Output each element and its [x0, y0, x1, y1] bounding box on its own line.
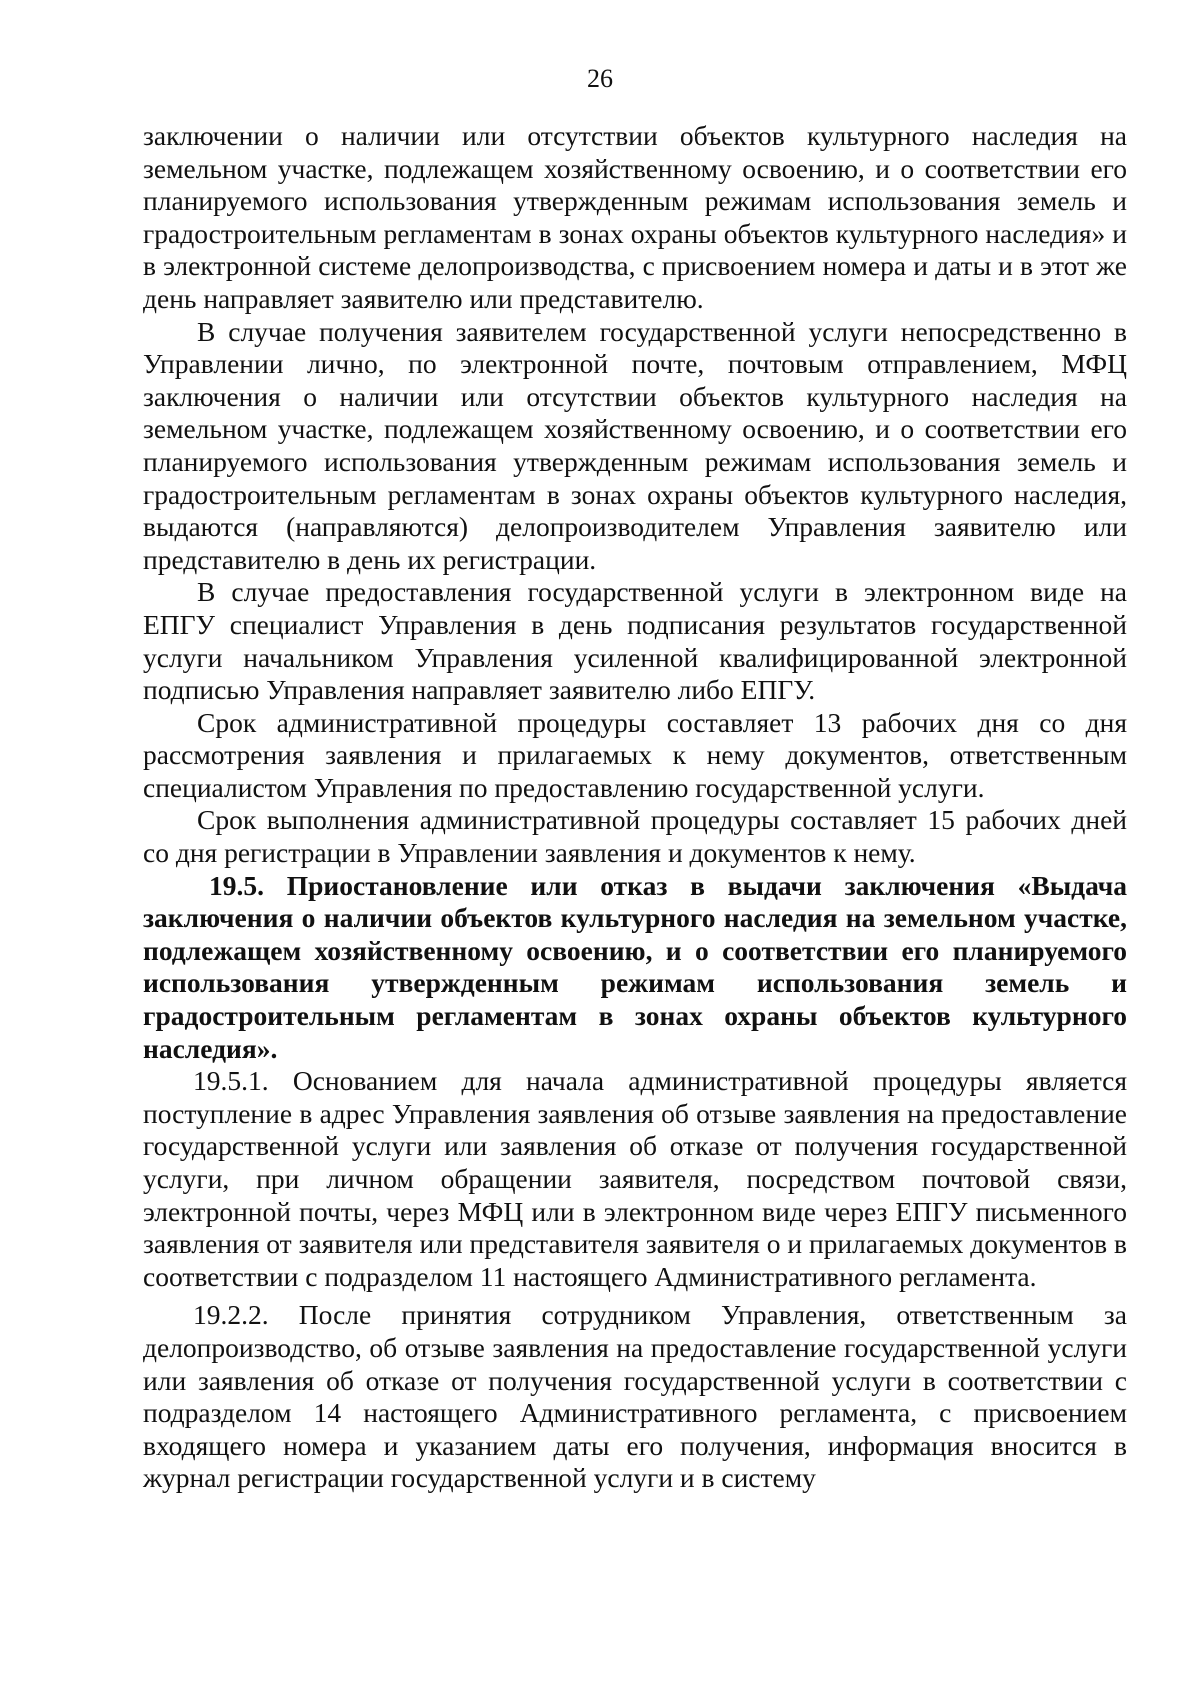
paragraph-electronic-delivery: В случае предоставления государственной услуги в электронном виде на ЕПГУ специалист Управления в день подписания результатов государственной услуги начальником Управления усиленной квалифицированной электронной подписью Управления направляет заявителю либо ЕПГУ.	[143, 576, 1127, 706]
page-number: 26	[587, 64, 613, 93]
section-heading: 19.5. Приостановление или отказ в выдачи заключения «Выдача заключения о наличии объектов культурного наследия на земельном участке, подлежащем хозяйственному освоению, и о соответствии его планируемого использования утвержденным режимам использования земель и градостроительным регламентам в зонах охраны объектов культурного наследия».	[143, 869, 1127, 1064]
document-body	[143, 120, 1127, 1495]
paragraph-19-2-2: 19.2.2. После принятия сотрудником Управления, ответственным за делопроизводство, об отзыве заявления на предоставление государственной услуги или заявления об отказе от получения государственной услуги в соответствии с подразделом 14 настоящего Административного регламента, с присвоением входящего номера и указанием даты его получения, информация вносится в журнал регистрации государственной услуги и в систему	[143, 1299, 1127, 1494]
paragraph-19-5-1: 19.5.1. Основанием для начала административной процедуры является поступление в адрес Управления заявления об отзыве заявления на предоставление государственной услуги или заявления об отказе от получения государственной услуги, при личном обращении заявителя, посредством почтовой связи, электронной почты, через МФЦ или в электронном виде через ЕПГУ письменного заявления от заявителя или представителя заявителя о и прилагаемых документов в соответствии с подразделом 11 настоящего Административного регламента.	[143, 1065, 1127, 1292]
paragraph-receipt-methods: В случае получения заявителем государственной услуги непосредственно в Управлении лично, по электронной почте, почтовым отправлением, МФЦ заключения о наличии или отсутствии объектов культурного наследия на земельном участке, подлежащем хозяйственному освоению, и о соответствии его планируемого использования утвержденным режимам использования земель и градостроительным регламентам в зонах охраны объектов культурного наследия, выдаются (направляются) делопроизводителем Управления заявителю или представителю в день их регистрации.	[143, 315, 1127, 575]
paragraph-continuation: заключении о наличии или отсутствии объектов культурного наследия на земельном участке, подлежащем хозяйственному освоению, и о соответствии его планируемого использования утвержденным режимам использования земель и градостроительным регламентам в зонах охраны объектов культурного наследия» и в электронной системе делопроизводства, с присвоением номера и даты и в этот же день направляет заявителю или представителю.	[143, 120, 1127, 314]
paragraph-procedure-term: Срок административной процедуры составляет 13 рабочих дня со дня рассмотрения заявления и прилагаемых к нему документов, ответственным специалистом Управления по предоставлению государственной услуги.	[143, 706, 1127, 803]
paragraph-execution-term: Срок выполнения административной процедуры составляет 15 рабочих дней со дня регистрации в Управлении заявления и документов к нему.	[143, 804, 1127, 869]
